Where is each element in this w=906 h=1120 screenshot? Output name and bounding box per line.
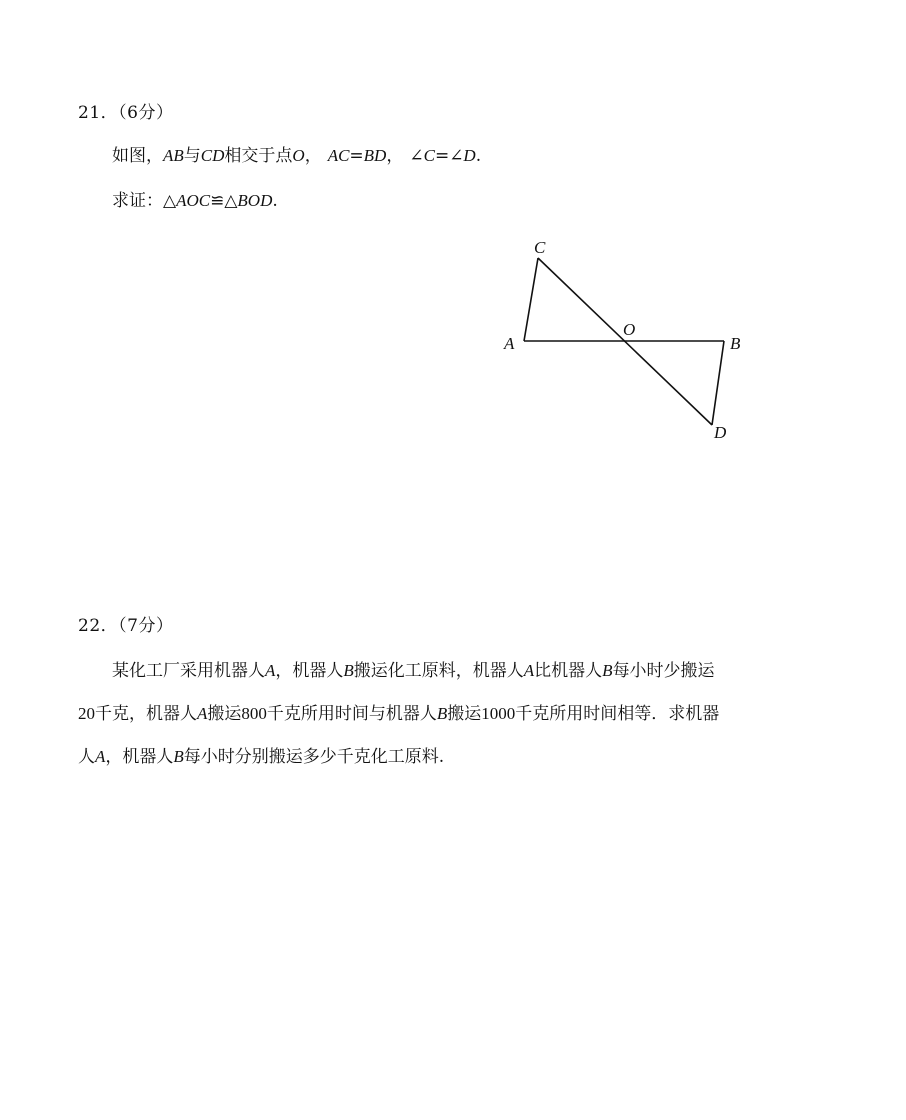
geometry-figure: [498, 232, 758, 447]
robot-b: B: [436, 704, 448, 723]
robot-a: A: [95, 747, 106, 766]
text-segment: 搬运: [447, 704, 482, 724]
label-o: O: [623, 320, 636, 339]
point-o: O: [292, 146, 305, 165]
text-segment: 比机器人: [534, 661, 603, 681]
equals-sign: =: [349, 146, 364, 166]
segment-ac-line: [524, 258, 538, 341]
question-22-line-2: [78, 699, 719, 724]
triangle-symbol: △: [224, 191, 238, 211]
segment-ac: AC: [327, 146, 350, 165]
question-22-line-1: [112, 656, 715, 681]
question-21-given: [112, 141, 481, 166]
number-20: 20: [78, 704, 95, 723]
question-22-header: 22．（7分）: [78, 616, 174, 636]
segment-bd: BD: [363, 146, 387, 165]
label-a: A: [504, 334, 515, 353]
label-d: D: [714, 423, 727, 442]
text-segment: 千克所用时间与机器人: [266, 704, 437, 724]
text-segment: ，机器人: [105, 747, 174, 767]
question-22-line-3: [78, 742, 444, 767]
robot-b: B: [343, 661, 354, 680]
question-21-header: 21．（6分）: [78, 103, 174, 123]
segment-ab: AB: [163, 146, 184, 165]
robot-b: B: [173, 747, 184, 766]
text-segment: ，机器人: [275, 661, 344, 681]
congruent-symbol: ≌: [210, 191, 225, 211]
text-segment: 某化工厂采用机器人: [112, 661, 265, 681]
period: .: [272, 191, 278, 211]
robot-b: B: [602, 661, 613, 680]
text-segment: 每小时少搬运: [612, 661, 715, 681]
number-800: 800: [241, 704, 267, 723]
text-segment: 每小时分别搬运多少千克化工原料.: [183, 747, 445, 767]
number-1000: 1000: [481, 704, 516, 723]
robot-a: A: [265, 661, 276, 680]
text-segment: 搬运: [207, 704, 242, 724]
text-segment: ，: [304, 146, 322, 166]
text-segment: 相交于点: [224, 146, 293, 166]
triangle-symbol: △: [163, 191, 177, 211]
triangle-bod: BOD: [237, 191, 273, 210]
text-segment: 人: [78, 747, 95, 767]
period: .: [475, 146, 482, 166]
text-segment: 如图，: [112, 146, 163, 166]
triangle-aoc: AOC: [176, 191, 211, 210]
text-segment: 求证：: [112, 191, 163, 211]
angle-c: ∠C: [409, 146, 435, 165]
label-b: B: [730, 334, 741, 353]
angle-d: ∠D: [449, 146, 476, 165]
robot-a: A: [197, 704, 208, 723]
text-segment: 千克所用时间相等．求机器: [515, 704, 720, 724]
text-segment: 搬运化工原料，机器人: [353, 661, 524, 681]
segment-bd-line: [712, 341, 724, 425]
text-segment: 千克，机器人: [95, 704, 197, 724]
text-segment: ，: [386, 146, 404, 166]
segment-cd: CD: [200, 146, 225, 165]
equals-sign: =: [434, 146, 450, 166]
robot-a: A: [523, 661, 535, 680]
question-21-prove: [112, 186, 278, 211]
text-segment: 与: [183, 146, 201, 166]
label-c: C: [534, 238, 546, 257]
